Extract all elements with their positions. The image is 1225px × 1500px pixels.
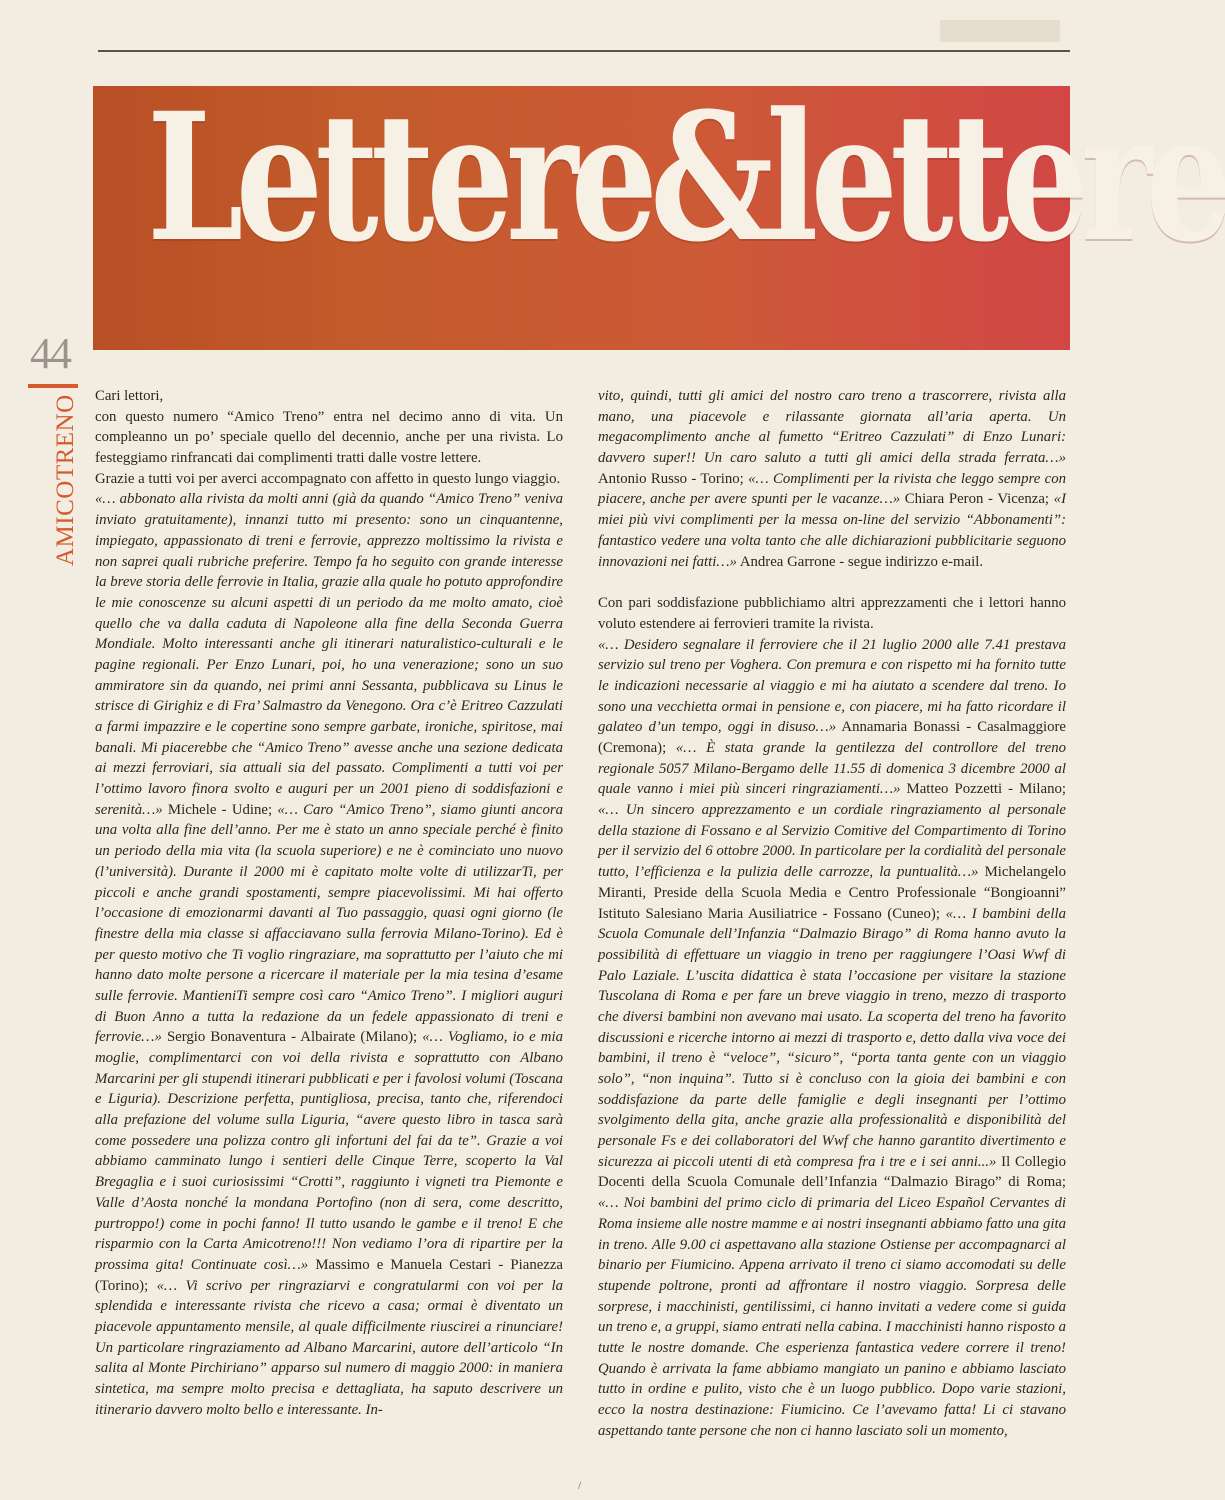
section-label: AMICOTRENO	[52, 394, 79, 566]
top-rule	[98, 50, 1070, 52]
letter-text: con questo numero “Amico Treno” entra nel decimo anno di vita. Un compleanno un po’ speciale quello del decennio, anche per una rivista. Lo festeggiamo rinfrancati dai complimenti tratti dalle vostre lettere.	[95, 408, 563, 467]
letter-quote: vito, quindi, tutti gli amici del nostro caro treno a trascorrere, rivista alla mano, una piacevole e rilassante giornata all’aria aperta. Un megacomplimento anche al fumetto “Eritreo Cazzulati” di Enzo Lunari: davvero super!! Un caro saluto a tutti gli amici della strada ferrata…»	[598, 388, 1066, 467]
page-title: Lettere&lettere	[147, 74, 1225, 281]
letter-quote: «… I bambini della Scuola Comunale dell’Infanzia “Dalmazio Birago” di Roma hanno avuto la possibilità di effettuare un viaggio in treno per raggiungere l’Oasi Wwf di Palo Laziale. L’uscita didattica è stata l’occasione per visitare la stazione Tuscolana di Roma e per fare un breve viaggio in treno, mezzo di trasporto che diversi bambini non avevano mai usato. La scoperta del treno ha favorito discussioni e ricerche intorno ai mezzi di trasporto e, detto dalla viva voce dei bambini, il treno è “veloce”, “sicuro”, “porta tanta gente con un viaggio solo”, “non inquina”. Tutto si è concluso con la gioia dei bambini e con soddisfazione da parte delle famiglie e degli insegnanti per l’ottimo svolgimento della gita, anche grazie alla professionalità e disponibilità del personale Fs e dei collaboratori del Wwf che hanno garantito divertimento e sicurezza ai piccoli utenti di età compresa fra i tre e i sei anni...»	[598, 905, 1066, 1170]
letter-quote: «… Caro “Amico Treno”, siamo giunti ancora una volta alla fine dell’anno. Per me è stato un anno speciale perché è finito un periodo della mia vita (la scuola superiore) e ne è cominciato uno nuovo (l’università). Durante il 2000 mi è capitato molte volte di utilizzarTi, per piccoli e anche grandi spostamenti, sempre piacevolissimi. Mi hai offerto l’occasione di emozionarmi davanti al Tuo passaggio, quasi ogni giorno (le finestre della mia classe si affacciavano sulla ferrovia Milano-Torino). Ed è per questo motivo che Ti voglio ringraziare, ma soprattutto per l’aiuto che mi hanno dato molte persone a ricercare il materiale per la mia tesina d’esame sulle ferrovie. MantieniTi sempre così caro “Amico Treno”. I migliori auguri di Buon Anno a tutta la redazione da un fedele appassionato di treni e ferrovie…»	[95, 801, 564, 1046]
letter-quote: «… abbonato alla rivista da molti anni (già da quando “Amico Treno” veniva inviato gratuitamente), innanzi tutto mi presento: sono un cinquantenne, impiegato, appassionato di treni e ferrovie, apprezzo moltissimo la rivista e non saprei quali rubriche preferire. Tempo fa ho seguito con grande interesse la breve storia delle ferrovie in Italia, grazie alla quale ho potuto approfondire le mie conoscenze su alcuni aspetti di un periodo da me molto amato, cioè quello che va dalla caduta di Napoleone alla fine della Seconda Guerra Mondiale. Molto interessanti anche gli itinerari naturalistico-culturali e le pagine regionali. Per Enzo Lunari, poi, ho una venerazione; sono un suo ammiratore sin da quando, nei primi anni Sessanta, pubblicava su Linus le strisce di Girighiz e di Fra’ Salmastro da Venegono. Ora c’è Eritreo Cazzulati a farmi impazzire e le copertine sono sempre garbate, ironiche, spiritose, mai banali. Mi piacerebbe che “Amico Treno” avesse anche una sezione dedicata ai mezzi ferroviari, sia attuali sia del passato. Complimenti a tutti voi per l’ottimo lavoro finora svolto e auguri per un 2001 pieno di soddisfazioni e serenità…»	[95, 491, 563, 818]
letter-quote: «… Complimenti per la rivista che leggo sempre con piacere, anche per avere spunti per le vacanze…»	[598, 470, 1066, 508]
faded-header-mark	[940, 20, 1060, 42]
letter-text: Michele - Udine;	[162, 801, 278, 818]
letter-text: Chiara Peron - Vicenza;	[900, 491, 1054, 508]
letter-text: Sergio Bonaventura - Albairate (Milano);	[161, 1029, 423, 1046]
paragraph	[598, 635, 1066, 1442]
paragraph	[598, 386, 1066, 572]
right-column	[598, 386, 1066, 1441]
letter-quote: «… È stata grande la gentilezza del controllore del treno regionale 5057 Milano-Bergamo delle 11.55 di domenica 3 dicembre 2000 al quale vanno i miei più sinceri ringraziamenti…»	[598, 740, 1067, 798]
letter-text: Cari lettori,	[95, 388, 164, 404]
title-banner	[93, 74, 1225, 350]
section-accent-bar	[28, 384, 78, 388]
letter-text: Matteo Pozzetti - Milano;	[900, 781, 1066, 798]
footer-mark: /	[578, 1478, 582, 1492]
letter-quote: «… Desidero segnalare il ferroviere che il 21 luglio 2000 alle 7.41 prestava servizio sul treno per Voghera. Con premura e con rispetto mi ha fornito tutte le indicazioni necessarie al viaggio e mi ha aiutato a scendere dal treno. Io sono una vecchietta ormai in pensione e, con piacere, mi ha fatto ricordare il galateo d’un tempo, oggi in disuso…»	[598, 636, 1066, 736]
letter-text: Con pari soddisfazione pubblichiamo altri apprezzamenti che i lettori hanno voluto estendere ai ferrovieri tramite la rivista.	[598, 595, 1066, 632]
paragraph	[95, 386, 563, 407]
paragraph	[598, 593, 1066, 634]
paragraph	[95, 469, 563, 490]
letter-text: Michelangelo Miranti, Preside della Scuola Media e Centro Professionale “Bongioanni” Istituto Salesiano Maria Ausiliatrice - Fossano (Cuneo);	[598, 864, 1066, 922]
letter-text: Massimo e Manuela Cestari - Pianezza (Torino);	[95, 1256, 563, 1294]
page-number: 44	[30, 329, 70, 378]
letter-text: Antonio Russo - Torino;	[598, 470, 749, 487]
letter-quote: «… Noi bambini del primo ciclo di primaria del Liceo Español Cervantes di Roma insieme alle nostre mamme e ai nostri insegnanti abbiamo fatto una gita in treno. Alle 9.00 ci aspettavano alla stazione Ostiense per accompagnarci al binario per Fiumicino. Appena arrivato il treno ci siamo accomodati su delle stupende poltrone, pronti ad affrontare il nostro viaggio. Sorpresa delle sorprese, i macchinisti, gentilissimi, ci hanno invitati a vedere come si guida un treno e, a gruppi, siamo entrati nella cabina. I macchinisti hanno risposto a tutte le nostre domande. Che esperienza fantastica vedere correre il treno! Quando è arrivata la fame abbiamo mangiato un panino e abbiamo lasciato tutto in ordine e pulito, visto che è un luogo pubblico. Dopo varie stazioni, ecco la nostra destinazione: Fiumicino. Ce l’avevamo fatta! Li ci stavano aspettando tante persone che non ci hanno lasciato soli un momento,	[598, 1195, 1066, 1439]
letter-quote: «… Vi scrivo per ringraziarvi e congratularmi con voi per la splendida e interessante rivista che ricevo a casa; ormai è diventato un piacevole appuntamento mensile, al quale difficilmente riuscirei a rinunciare! Un particolare ringraziamento ad Albano Marcarini, autore dell’articolo “In salita al Monte Pirchiriano” apparso sul numero di maggio 2000: in maniera sintetica, ma sempre molto precisa e dettagliata, ha saputo descrivere un itinerario davvero molto bello e interessante. In-	[95, 1277, 564, 1418]
letter-text: Il Collegio Docenti della Scuola Comunale dell’Infanzia “Dalmazio Birago” di Roma;	[598, 1153, 1066, 1191]
letter-quote: «… Un sincero apprezzamento e un cordiale ringraziamento al personale della stazione di Fossano e al Servizio Comitive del Compartimento di Torino per il servizio del 6 ottobre 2000. In particolare per la cordialità del personale tutto, l’efficienza e la pulizia delle carrozze, la puntualità…»	[598, 802, 1066, 881]
paragraph	[95, 489, 563, 1420]
left-column	[95, 386, 563, 1420]
letter-quote: «I miei più vivi complimenti per la messa on-line del servizio “Abbonamenti”: fantastico vedere una volta tanto che alle dichiarazioni pubblicitarie seguono innovazioni nei fatti…»	[598, 491, 1066, 570]
letter-text: Annamaria Bonassi - Casalmaggiore (Cremona);	[598, 719, 1066, 756]
letter-text: Andrea Garrone - segue indirizzo e-mail.	[736, 553, 984, 570]
paragraph	[95, 407, 563, 469]
letter-text: Grazie a tutti voi per averci accompagnato con affetto in questo lungo viaggio.	[95, 470, 561, 487]
letter-quote: «… Vogliamo, io e mia moglie, complimentarci con voi della rivista e soprattutto con Albano Marcarini per gli stupendi itinerari pubblicati e per i favolosi volumi (Toscana e Liguria). Descrizione perfetta, puntigliosa, precisa, tanto che, riferendoci alla prefazione del volume sulla Liguria, “avere questo libro in tasca sarà come possedere una polizza contro gli infortuni del fai da te”. Grazie a voi abbiamo camminato lungo i sentieri delle Cinque Terre, scoperto la Val Bregaglia e i suoi curiosissimi “Crotti”, raggiunto i vigneti tra Piemonte e Valle d’Aosta nonché la mondana Portofino (non di sera, come descritto, purtroppo!) come in pochi fanno! Il tutto usando le gambe e il treno! E che risparmio con la Carta Amicotreno!!! Non vediamo l’ora di ripartire per la prossima gita! Continuate così…»	[95, 1029, 563, 1273]
